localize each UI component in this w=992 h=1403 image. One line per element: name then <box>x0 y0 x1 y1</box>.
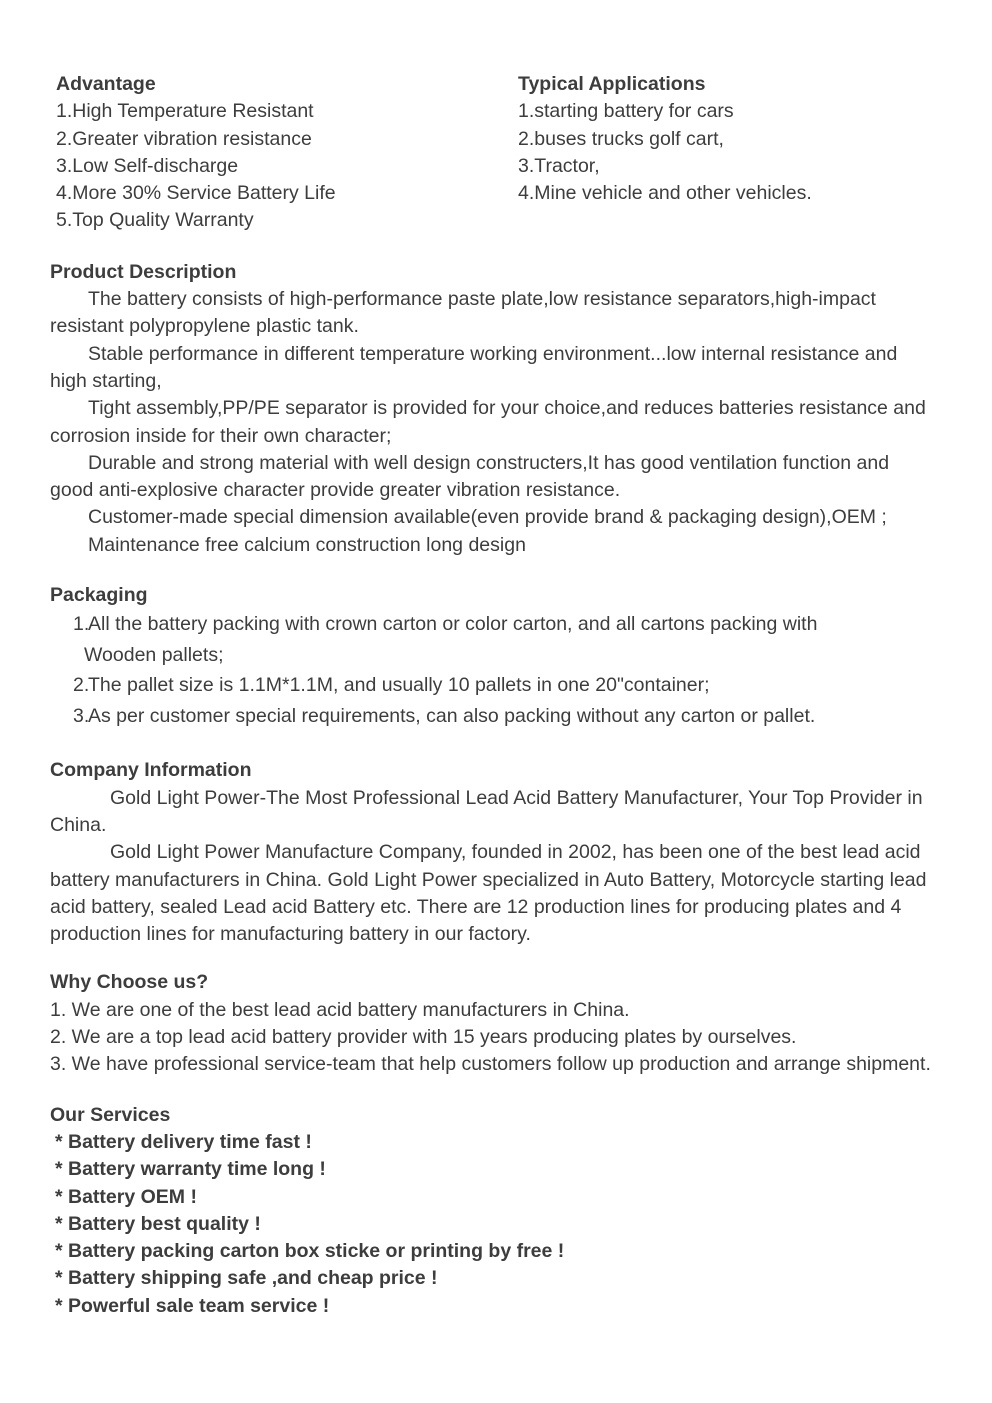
packaging-item <box>50 670 952 701</box>
our-services-item: * Battery delivery time fast ! <box>55 1130 312 1153</box>
why-choose-us-item: 1. We are one of the best lead acid battery manufacturers in China. <box>50 998 630 1021</box>
packaging-item <box>50 701 952 732</box>
our-services-item: * Battery shipping safe ,and cheap price ! <box>55 1267 438 1290</box>
company-information-line: China. <box>50 813 107 836</box>
packaging-heading: Packaging <box>50 584 148 607</box>
advantage-item: 4.More 30% Service Battery Life <box>56 182 336 205</box>
typical-applications-section <box>518 71 952 235</box>
advantage-heading: Advantage <box>56 73 156 95</box>
our-services-item: * Powerful sale team service ! <box>55 1294 330 1317</box>
product-description-heading: Product Description <box>50 260 237 283</box>
our-services-item: * Battery warranty time long ! <box>55 1158 326 1181</box>
advantage-section <box>56 71 518 235</box>
product-description-section <box>50 259 952 559</box>
company-information-line: acid battery, sealed Lead acid Battery etc. There are 12 production lines for producing plates and 4 <box>50 895 902 918</box>
why-choose-us-heading: Why Choose us? <box>50 971 209 994</box>
product-description-line: Tight assembly,PP/PE separator is provided for your choice,and reduces batteries resistance and <box>88 397 926 420</box>
why-choose-us-item: 3. We have professional service-team that help customers follow up production and arrange shipment. <box>50 1053 931 1076</box>
typical-applications-item: 3.Tractor, <box>518 154 600 177</box>
why-choose-us-item: 2. We are a top lead acid battery provider with 15 years producing plates by ourselves. <box>50 1026 797 1049</box>
company-information-line: Gold Light Power-The Most Professional Lead Acid Battery Manufacturer, Your Top Provider in <box>110 786 923 809</box>
advantage-item: 2.Greater vibration resistance <box>56 127 312 150</box>
packaging-item <box>50 609 952 640</box>
packaging-item-text: All the battery packing with crown carton or color carton, and all cartons packing with <box>88 613 818 636</box>
product-description-line: corrosion inside for their own character; <box>50 424 392 447</box>
product-description-line: resistant polypropylene plastic tank. <box>50 315 359 338</box>
product-description-line: Stable performance in different temperature working environment...low internal resistance and <box>88 342 898 365</box>
product-description-line: good anti-explosive character provide greater vibration resistance. <box>50 479 621 502</box>
product-description-line: high starting, <box>50 369 162 392</box>
company-information-line: production lines for manufacturing battery in our factory. <box>50 923 531 946</box>
packaging-item-text: The pallet size is 1.1M*1.1M, and usually 10 pallets in one 20"container; <box>88 674 710 697</box>
product-description-line: The battery consists of high-performance paste plate,low resistance separators,high-impact <box>88 288 876 311</box>
advantage-item: 1.High Temperature Resistant <box>56 100 314 123</box>
typical-applications-item: 1.starting battery for cars <box>518 100 734 123</box>
company-information-line: battery manufacturers in China. Gold Light Power specialized in Auto Battery, Motorcycle starting lead <box>50 868 927 891</box>
typical-applications-item: 2.buses trucks golf cart, <box>518 127 724 150</box>
our-services-item: * Battery best quality ! <box>55 1212 261 1235</box>
why-choose-us-section <box>50 969 952 1078</box>
list-number: 1. <box>73 613 90 636</box>
advantage-item: 5.Top Quality Warranty <box>56 209 254 232</box>
list-number: 3. <box>73 704 90 727</box>
our-services-item: * Battery packing carton box sticke or printing by free ! <box>55 1240 565 1263</box>
our-services-section <box>50 1102 952 1320</box>
packaging-section <box>50 582 952 731</box>
our-services-item: * Battery OEM ! <box>55 1185 197 1208</box>
company-information-heading: Company Information <box>50 759 252 782</box>
packaging-item-continuation: Wooden pallets; <box>84 643 224 666</box>
company-information-section <box>50 757 952 948</box>
advantage-applications-row <box>50 71 952 235</box>
product-description-line: Customer-made special dimension available(even provide brand & packaging design),OEM ; <box>88 506 887 529</box>
typical-applications-heading: Typical Applications <box>518 73 706 95</box>
product-description-line: Maintenance free calcium construction long design <box>88 533 526 556</box>
advantage-item: 3.Low Self-discharge <box>56 154 239 177</box>
typical-applications-item: 4.Mine vehicle and other vehicles. <box>518 182 812 205</box>
our-services-heading: Our Services <box>50 1103 171 1126</box>
product-description-line: Durable and strong material with well design constructers,It has good ventilation function and <box>88 451 890 474</box>
packaging-item-text: As per customer special requirements, can also packing without any carton or pallet. <box>88 704 816 727</box>
list-number: 2. <box>73 674 90 697</box>
company-information-line: Gold Light Power Manufacture Company, founded in 2002, has been one of the best lead acid <box>110 841 921 864</box>
